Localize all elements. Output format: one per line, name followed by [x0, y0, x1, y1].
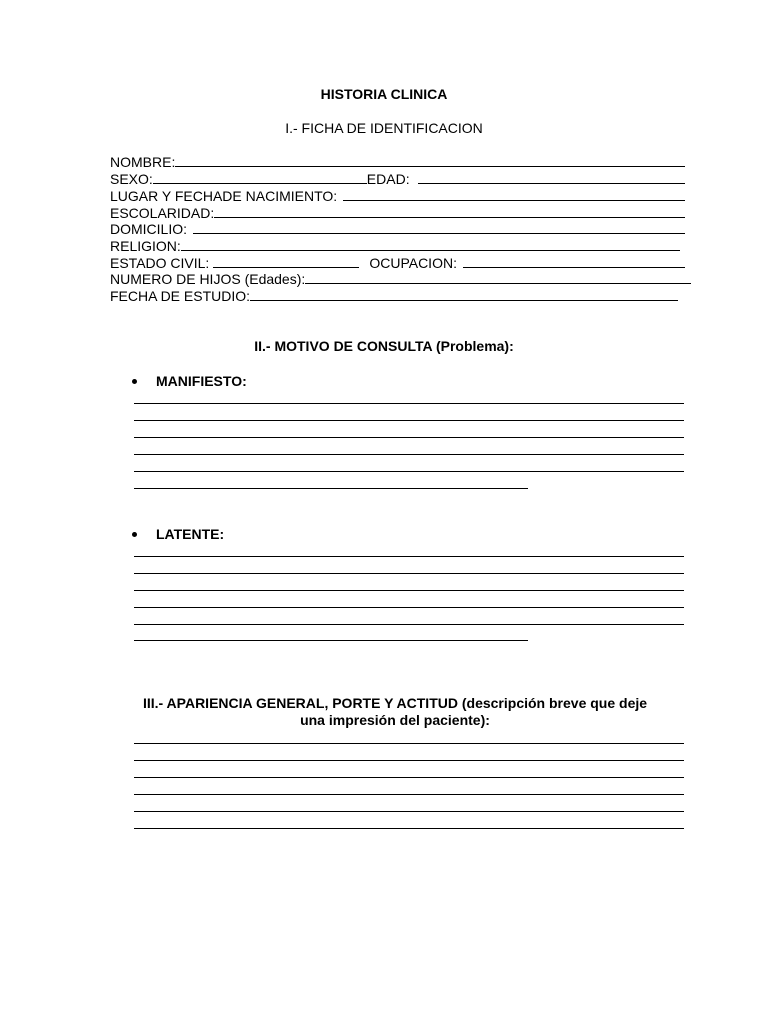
- answer-line[interactable]: [134, 437, 684, 438]
- field-religion[interactable]: [110, 238, 680, 254]
- section1-heading: I.- FICHA DE IDENTIFICACION: [285, 120, 483, 136]
- bullet-icon: [132, 532, 137, 537]
- answer-line[interactable]: [134, 420, 684, 421]
- answer-line[interactable]: [134, 573, 684, 574]
- blank-line: [463, 267, 685, 268]
- blank-line: [181, 250, 680, 251]
- answer-line[interactable]: [134, 624, 684, 625]
- field-label: RELIGION:: [110, 238, 181, 254]
- field-label: ESCOLARIDAD:: [110, 205, 215, 221]
- field-label: OCUPACION:: [369, 255, 457, 271]
- field-label: LUGAR Y FECHADE NACIMIENTO:: [110, 188, 338, 204]
- document-title: HISTORIA CLINICA: [320, 86, 448, 102]
- blank-line: [193, 233, 685, 234]
- answer-line[interactable]: [134, 488, 528, 489]
- field-fecha-estudio[interactable]: [110, 288, 678, 304]
- field-label: NOMBRE:: [110, 154, 176, 170]
- bullet-manifiesto: [132, 373, 247, 389]
- field-label: NUMERO DE HIJOS (Edades):: [110, 271, 306, 287]
- answer-line[interactable]: [134, 811, 684, 812]
- answer-line[interactable]: [134, 471, 684, 472]
- field-escolaridad[interactable]: [110, 205, 685, 221]
- field-domicilio[interactable]: [110, 221, 685, 237]
- blank-line: [214, 217, 685, 218]
- answer-line[interactable]: [134, 777, 684, 778]
- field-sexo-edad[interactable]: [110, 171, 685, 187]
- answer-line[interactable]: [134, 403, 684, 404]
- bullet-latente: [132, 526, 224, 542]
- answer-line[interactable]: [134, 743, 684, 744]
- answer-line[interactable]: [134, 607, 684, 608]
- field-label: ESTADO CIVIL:: [110, 255, 210, 271]
- section2-heading: II.- MOTIVO DE CONSULTA (Problema):: [254, 338, 514, 354]
- blank-line: [250, 300, 678, 301]
- bullet-label: LATENTE:: [156, 526, 225, 542]
- field-label: FECHA DE ESTUDIO:: [110, 288, 251, 304]
- field-numero-hijos[interactable]: [110, 271, 691, 287]
- field-nombre[interactable]: [110, 154, 685, 170]
- section3-heading-line1: III.- APARIENCIA GENERAL, PORTE Y ACTITUD (descripción breve que deje: [142, 695, 648, 711]
- answer-line[interactable]: [134, 556, 684, 557]
- field-estado-ocupacion[interactable]: [110, 255, 685, 271]
- blank-line: [305, 283, 691, 284]
- bullet-label: MANIFIESTO:: [156, 373, 247, 389]
- blank-line: [418, 183, 685, 184]
- answer-line[interactable]: [134, 794, 684, 795]
- answer-line[interactable]: [134, 760, 684, 761]
- blank-line: [213, 267, 359, 268]
- answer-line[interactable]: [134, 454, 684, 455]
- bullet-icon: [132, 379, 137, 384]
- field-label: DOMICILIO:: [110, 221, 188, 237]
- blank-line: [343, 200, 685, 201]
- section3-heading-line2: una impresión del paciente):: [300, 712, 490, 728]
- answer-line[interactable]: [134, 590, 684, 591]
- field-lugar-fecha[interactable]: [110, 188, 685, 204]
- field-label: EDAD:: [366, 171, 410, 187]
- blank-line: [175, 166, 685, 167]
- section3-heading: [110, 695, 680, 729]
- answer-line[interactable]: [134, 828, 684, 829]
- answer-line[interactable]: [134, 640, 528, 641]
- field-label: SEXO:: [110, 171, 153, 187]
- blank-line: [153, 183, 367, 184]
